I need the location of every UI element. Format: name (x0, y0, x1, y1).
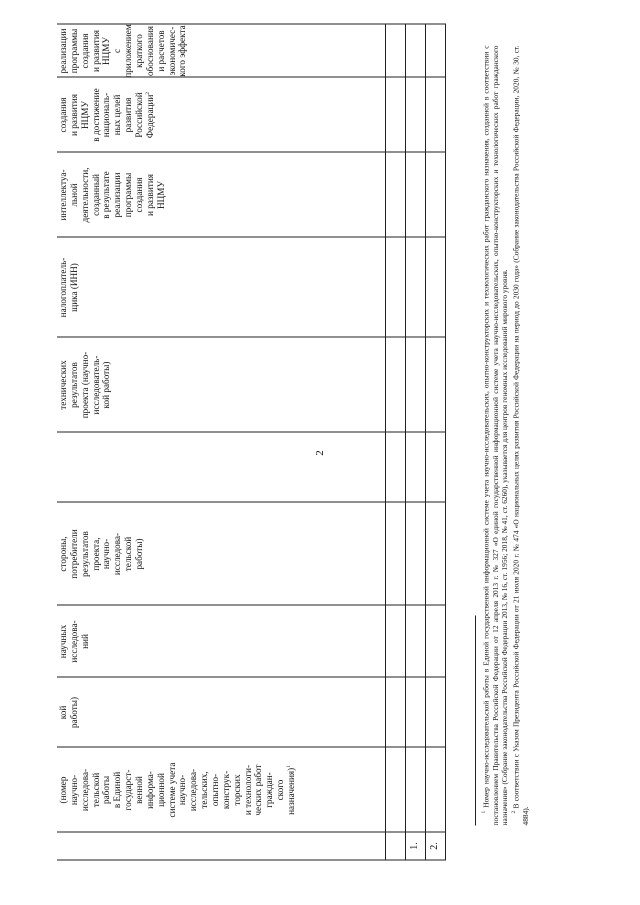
footnote-mark: 2 (511, 810, 518, 813)
header-cell-work (57, 677, 386, 747)
data-table (57, 23, 446, 860)
footnote-separator (475, 615, 476, 825)
footnote-mark: 1 (481, 810, 487, 813)
header-cell-research (57, 605, 386, 677)
header-text: создания и развития НЦМУ в достижение националь- ных целей развития Российской Федерации (58, 87, 155, 142)
row-label: 2. (429, 841, 440, 850)
grid-line (445, 23, 446, 860)
footnote-ref: 1 (286, 764, 293, 768)
header-text: кой работы) (58, 696, 79, 728)
header-cell-ip (57, 152, 386, 237)
header-text: стороны, потребители результатов проекта, научно- исследова- тельской работы) (58, 528, 145, 579)
header-cell-empty (57, 432, 386, 502)
header-text: технических результатов проекта (научно- исследователь- кой работы) (58, 351, 112, 418)
page-number: 2 (314, 450, 326, 456)
footnote-text: Номер научно-исследовательской работы в Единой государственной информационной системе учета научно-исследовательских, опытно-конструкторских и технологических работ гражданского назначения, созданной в соответствии с постановлением Правительства Российской Федерации от 12 апреля 2013 г. № 327 «О единой государственной информационной системе учета научно-исследовательских, опытно-конструкторских и технологических работ гражданского назначения» (Собрание законодательства Российской Федерации 2013, № 16, ст. 1956; 2018, № 41, ст. 6260), указывается для центров геномных исследований мирового уровня. (481, 45, 509, 825)
header-cell-inn (57, 237, 386, 337)
header-cell-record-number (57, 747, 386, 832)
header-text: реализации программы создания и развития НЦМУ с приложением краткого обоснования и расчетов экономичес- кого эффекта (58, 23, 188, 78)
header-cell-results (57, 337, 386, 432)
header-text: научных исследова- ний (58, 619, 90, 663)
footnote (481, 45, 509, 825)
grid-line (57, 859, 446, 860)
header-cell-national-goals (57, 77, 386, 152)
header-cell-consumers (57, 502, 386, 605)
row-label: 1. (409, 841, 420, 850)
footnote (511, 45, 530, 825)
footnote-ref: 2 (144, 91, 151, 95)
header-text: налогоплатель- щика (ИНН) (58, 257, 79, 317)
header-text: (номер научно- исследова- тельской работы в Единой государст- венной информа- ционной системе учета научно- исследова- тельских, опытно- конструк- торских и технологи- ческих работ граждан- ского назначения) (58, 762, 297, 817)
footnotes (481, 45, 532, 825)
header-text: интеллектуа- льной деятельности, созданный в результате реализации программы создания и развития НЦМУ (58, 167, 166, 222)
header-cell-economic-effect (57, 24, 386, 77)
grid-line (405, 23, 406, 860)
rotated-page (25, 20, 615, 885)
footnote-text: В соответствии с Указом Президента Российской Федерации от 21 июля 2020 г. № 474 «О национальных целях развития Российской Федерации на период до 2030 года» (Собрание законодательства Российской Федерации, 2020, № 30, ст. 4884). (511, 45, 530, 825)
grid-line (425, 23, 426, 860)
